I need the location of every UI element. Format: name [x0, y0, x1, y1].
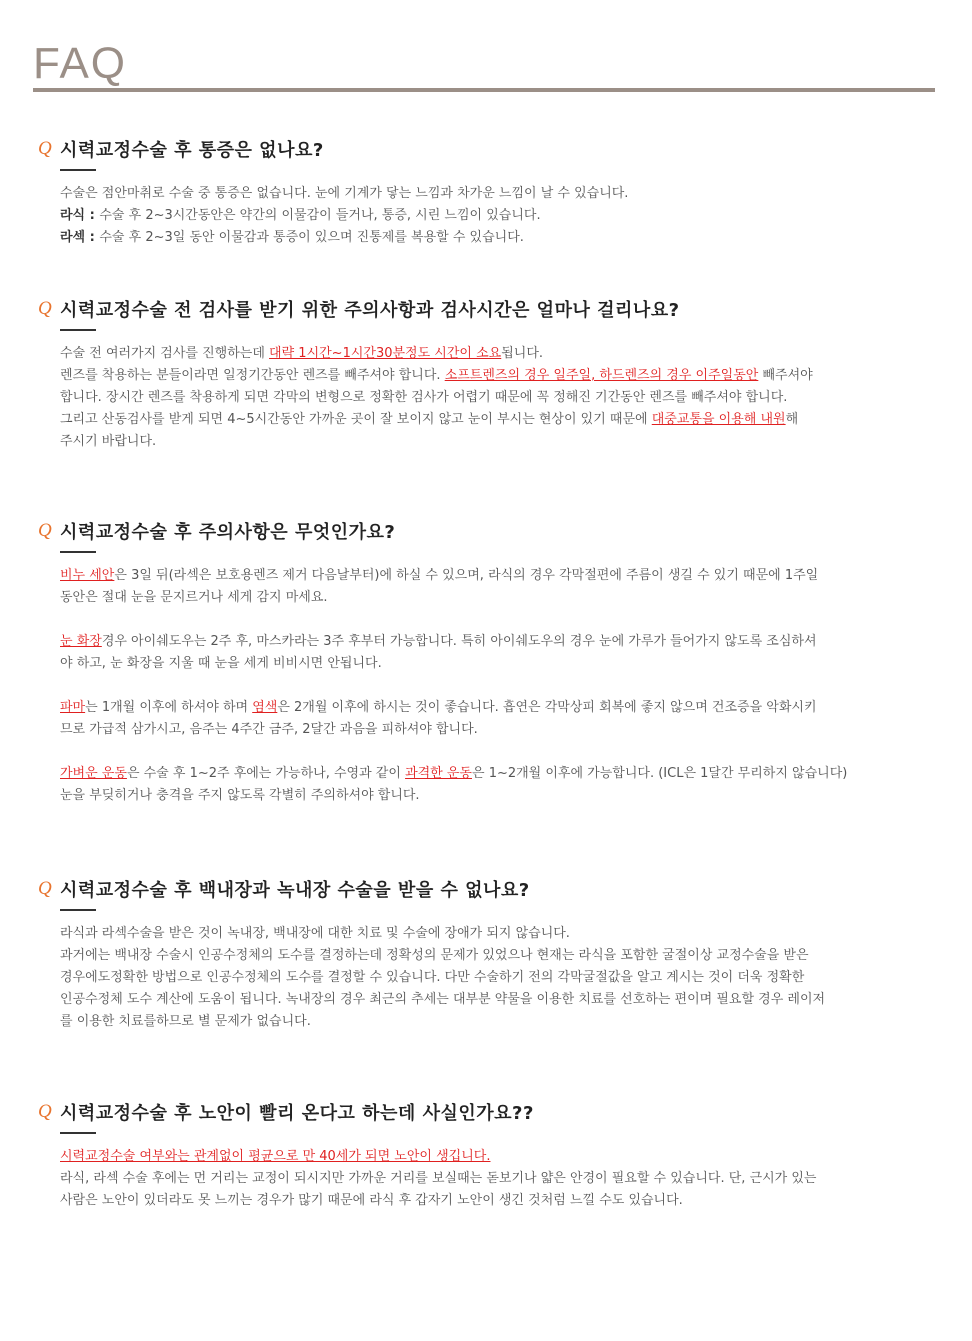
question-underline [60, 909, 96, 911]
q-icon: Q [38, 138, 52, 159]
faq-question [38, 1099, 938, 1125]
answer-line: 합니다. 장시간 렌즈를 착용하게 되면 각막의 변형으로 정확한 검사가 어렵기 때문에 꼭 정해진 기간동안 렌즈를 빼주셔야 합니다. [60, 390, 788, 405]
faq-answer [60, 1146, 938, 1212]
faq-item [38, 518, 938, 807]
highlight-text: 대략 1시간~1시간30분정도 시간이 소요 [269, 346, 502, 361]
faq-question [38, 136, 938, 162]
highlight-text: 소프트렌즈의 경우 일주일, 하드렌즈의 경우 이주일동안 [444, 368, 759, 383]
answer-line: 그리고 산동검사를 받게 되면 4~5시간동안 가까운 곳이 잘 보이지 않고 눈이 부시는 현상이 있기 때문에 대중교통을 이용해 내원해 [60, 412, 799, 427]
q-icon: Q [38, 878, 52, 899]
highlight-text: 시력교정수술 여부와는 관계없이 평균으로 만 40세가 되면 노안이 생깁니다. [60, 1149, 491, 1164]
question-underline [60, 1132, 96, 1134]
faq-answer [60, 343, 938, 453]
faq-item [38, 1099, 938, 1212]
answer-line: 수술 전 여러가지 검사를 진행하는데 대략 1시간~1시간30분정도 시간이 소요됩니다. [60, 346, 544, 361]
answer-line: 눈을 부딪히거나 충격을 주지 않도록 각별히 주의하셔야 합니다. [60, 788, 420, 803]
highlight-text: 비누 세안 [60, 568, 115, 583]
question-text: 시력교정수술 후 백내장과 녹내장 수술을 받을 수 없나요? [60, 880, 530, 901]
faq-item [38, 296, 938, 453]
question-underline [60, 329, 96, 331]
question-underline [60, 551, 96, 553]
answer-line: 야 하고, 눈 화장을 지울 때 눈을 세게 비비시면 안됩니다. [60, 656, 382, 671]
answer-line: 라식 : 수술 후 2~3시간동안은 약간의 이물감이 들거나, 통증, 시린 느낌이 있습니다. [60, 208, 541, 223]
answer-line: 인공수정체 도수 계산에 도움이 됩니다. 녹내장의 경우 최근의 추세는 대부분 약물을 이용한 치료를 선호하는 편이며 필요할 경우 레이저 [60, 992, 826, 1007]
page-title: FAQ [33, 39, 128, 88]
faq-answer [60, 565, 938, 807]
faq-answer [60, 923, 938, 1033]
faq-question [38, 518, 938, 544]
highlight-text: 가벼운 운동 [60, 766, 127, 781]
answer-line: 수술은 점안마취로 수술 중 통증은 없습니다. 눈에 기계가 닿는 느낌과 차가운 느낌이 날 수 있습니다. [60, 186, 629, 201]
answer-line: 사람은 노안이 있더라도 못 느끼는 경우가 많기 때문에 라식 후 갑자기 노안이 생긴 것처럼 느낄 수도 있습니다. [60, 1193, 683, 1208]
faq-item [38, 136, 938, 249]
answer-line: 가벼운 운동은 수술 후 1~2주 후에는 가능하나, 수영과 같이 과격한 운동은 1~2개월 이후에 가능합니다. (ICL은 1달간 무리하지 않습니다) [60, 766, 848, 781]
answer-line: 라식과 라섹수술을 받은 것이 녹내장, 백내장에 대한 치료 및 수술에 장애가 되지 않습니다. [60, 926, 570, 941]
answer-line: 라섹 : 수술 후 2~3일 동안 이물감과 통증이 있으며 진통제를 복용할 수 있습니다. [60, 230, 524, 245]
answer-line: 동안은 절대 눈을 문지르거나 세게 감지 마세요. [60, 590, 328, 605]
answer-line: 주시기 바랍니다. [60, 434, 157, 449]
highlight-text: 염색 [252, 700, 278, 715]
answer-line: 눈 화장경우 아이쉐도우는 2주 후, 마스카라는 3주 후부터 가능합니다. 특히 아이쉐도우의 경우 눈에 가루가 들어가지 않도록 조심하셔 [60, 634, 817, 649]
answer-line: 라식, 라섹 수술 후에는 먼 거리는 교정이 되시지만 가까운 거리를 보실때는 돋보기나 얇은 안경이 필요할 수 있습니다. 단, 근시가 있는 [60, 1171, 817, 1186]
question-text: 시력교정수술 전 검사를 받기 위한 주의사항과 검사시간은 얼마나 걸리나요? [60, 300, 680, 321]
answer-line: 경우에도정확한 방법으로 인공수정체의 도수를 결정할 수 있습니다. 다만 수술하기 전의 각막굴절값을 알고 계시는 것이 더욱 정확한 [60, 970, 805, 985]
term-label: 라섹 : [60, 230, 100, 245]
answer-line: 과거에는 백내장 수술시 인공수정체의 도수를 결정하는데 정확성의 문제가 있었으나 현재는 라식을 포함한 굴절이상 교정수술을 받은 [60, 948, 809, 963]
faq-item [38, 876, 938, 1033]
header-divider [33, 88, 935, 92]
answer-line: 를 이용한 치료를하므로 별 문제가 없습니다. [60, 1014, 311, 1029]
q-icon: Q [38, 1101, 52, 1122]
answer-line: 비누 세안은 3일 뒤(라섹은 보호용렌즈 제거 다음날부터)에 하실 수 있으며, 라식의 경우 각막절편에 주름이 생길 수 있기 때문에 1주일 [60, 568, 819, 583]
question-text: 시력교정수술 후 노안이 빨리 온다고 하는데 사실인가요?? [60, 1103, 534, 1124]
answer-line: 렌즈를 착용하는 분들이라면 일정기간동안 렌즈를 빼주셔야 합니다. 소프트렌즈의 경우 일주일, 하드렌즈의 경우 이주일동안 빼주셔야 [60, 368, 813, 383]
question-text: 시력교정수술 후 통증은 없나요? [60, 140, 324, 161]
answer-line: 파마는 1개월 이후에 하셔야 하며 염색은 2개월 이후에 하시는 것이 좋습니다. 흡연은 각막상피 회복에 좋지 않으며 건조증을 악화시키 [60, 700, 817, 715]
q-icon: Q [38, 520, 52, 541]
term-label: 라식 : [60, 208, 100, 223]
faq-answer [60, 183, 938, 249]
answer-line [60, 1146, 938, 1168]
faq-question [38, 876, 938, 902]
faq-question [38, 296, 938, 322]
highlight-text: 파마 [60, 700, 86, 715]
question-underline [60, 169, 96, 171]
highlight-text: 대중교통을 이용해 내원 [651, 412, 786, 427]
question-text: 시력교정수술 후 주의사항은 무엇인가요? [60, 522, 396, 543]
highlight-text: 과격한 운동 [405, 766, 472, 781]
highlight-text: 눈 화장 [60, 634, 102, 649]
page-header [33, 40, 935, 92]
q-icon: Q [38, 298, 52, 319]
answer-line: 므로 가급적 삼가시고, 음주는 4주간 금주, 2달간 과음을 피하셔야 합니다. [60, 722, 478, 737]
